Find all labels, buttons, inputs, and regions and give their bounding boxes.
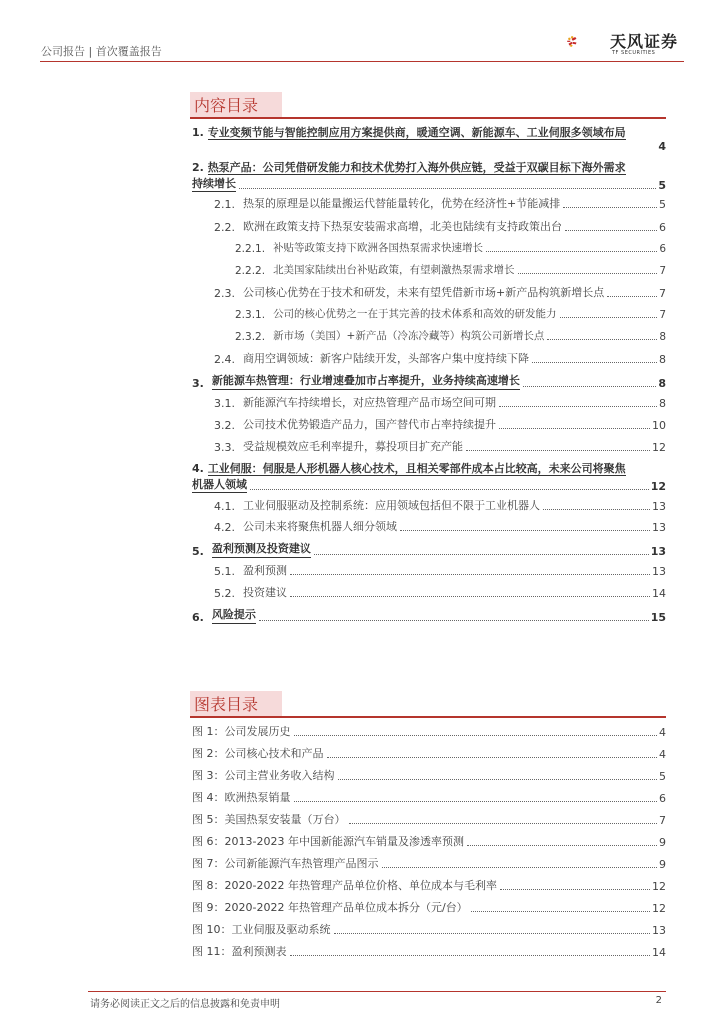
toc-entry-2-3-1[interactable]: 2.3.1. 公司的核心优势之一在于其完善的技术体系和高效的研发能力 7 xyxy=(235,308,666,321)
header-divider xyxy=(40,61,684,62)
figure-entry-7[interactable]: 图 7：公司新能源汽车热管理产品图示 9 xyxy=(192,857,666,871)
figure-entry-1[interactable]: 图 1：公司发展历史 4 xyxy=(192,725,666,739)
toc-entry-3[interactable]: 3. 新能源车热管理：行业增速叠加市占率提升，业务持续高速增长 8 xyxy=(192,374,666,390)
figure-entry-9[interactable]: 图 9：2020-2022 年热管理产品单位成本拆分（元/台） 12 xyxy=(192,901,666,915)
figure-entry-10[interactable]: 图 10：工业伺服及驱动系统 13 xyxy=(192,923,666,937)
toc-entry-5-2[interactable]: 5.2. 投资建议 14 xyxy=(214,586,666,600)
logo-chinese-name: 天风证券 xyxy=(610,32,679,51)
figure-entry-11[interactable]: 图 11：盈利预测表 14 xyxy=(192,945,666,959)
toc-entry-2-2-1[interactable]: 2.2.1. 补贴等政策支持下欧洲各国热泵需求快速增长 6 xyxy=(235,242,666,255)
toc-entry-4-2[interactable]: 4.2. 公司未来将聚焦机器人细分领域 13 xyxy=(214,520,666,534)
toc-entry-2[interactable]: 2. 热泵产品：公司凭借研发能力和技术优势打入海外供应链，受益于双碳目标下海外需求 持续增长 5 xyxy=(192,161,666,192)
toc-title: 内容目录 xyxy=(194,96,259,115)
toc-entry-4-1[interactable]: 4.1. 工业伺服驱动及控制系统：应用领域包括但不限于工业机器人 13 xyxy=(214,499,666,513)
footer-divider xyxy=(88,991,666,992)
toc-entry-4[interactable]: 4. 工业伺服：伺服是人形机器人核心技术，且相关零部件成本占比较高，未来公司将聚焦 机器人领域 12 xyxy=(192,462,666,493)
figure-entry-3[interactable]: 图 3：公司主营业务收入结构 5 xyxy=(192,769,666,783)
toc-entry-2-2-2[interactable]: 2.2.2. 北美国家陆续出台补贴政策，有望刺激热泵需求增长 7 xyxy=(235,264,666,277)
toc-title-rule xyxy=(190,117,666,119)
toc-entry-5[interactable]: 5. 盈利预测及投资建议 13 xyxy=(192,542,666,558)
toc-entry-2-2[interactable]: 2.2. 欧洲在政策支持下热泵安装需求高增，北美也陆续有支持政策出台 6 xyxy=(214,220,666,234)
toc-entry-3-1[interactable]: 3.1. 新能源汽车持续增长，对应热管理产品市场空间可期 8 xyxy=(214,396,666,410)
toc-entry-2-4[interactable]: 2.4. 商用空调领域：新客户陆续开发，头部客户集中度持续下降 8 xyxy=(214,352,666,366)
toc-entry-2-1[interactable]: 2.1. 热泵的原理是以能量搬运代替能量转化，优势在经济性+节能减排 5 xyxy=(214,197,666,211)
toc-entry-3-3[interactable]: 3.3. 受益规模效应毛利率提升，募投项目扩充产能 12 xyxy=(214,440,666,454)
figure-entry-5[interactable]: 图 5：美国热泵安装量（万台） 7 xyxy=(192,813,666,827)
company-logo-icon xyxy=(566,22,606,60)
toc-entry-6[interactable]: 6. 风险提示 15 xyxy=(192,608,666,624)
figure-entry-8[interactable]: 图 8：2020-2022 年热管理产品单位价格、单位成本与毛利率 12 xyxy=(192,879,666,893)
toc-entry-5-1[interactable]: 5.1. 盈利预测 13 xyxy=(214,564,666,578)
figures-title-rule xyxy=(190,716,666,718)
toc-entry-3-2[interactable]: 3.2. 公司技术优势锻造产品力，国产替代市占率持续提升 10 xyxy=(214,418,666,432)
logo-english-name: TF SECURITIES xyxy=(612,50,656,56)
figures-title: 图表目录 xyxy=(194,695,259,714)
toc-entry-2-3-2[interactable]: 2.3.2. 新市场（美国）+新产品（冷冻冷藏等）构筑公司新增长点 8 xyxy=(235,330,666,343)
toc-entry-1[interactable]: 1. 专业变频节能与智能控制应用方案提供商，暖通空调、新能源车、工业伺服多领域布局 4 xyxy=(192,126,666,153)
figure-entry-2[interactable]: 图 2：公司核心技术和产品 4 xyxy=(192,747,666,761)
page-number: 2 xyxy=(655,995,662,1006)
figure-entry-4[interactable]: 图 4：欧洲热泵销量 6 xyxy=(192,791,666,805)
figure-entry-6[interactable]: 图 6：2013-2023 年中国新能源汽车销量及渗透率预测 9 xyxy=(192,835,666,849)
footer-disclaimer: 请务必阅读正文之后的信息披露和免责申明 xyxy=(90,999,280,1010)
report-type-label: 公司报告 | 首次覆盖报告 xyxy=(41,45,162,58)
toc-entry-2-3[interactable]: 2.3. 公司核心优势在于技术和研发，未来有望凭借新市场+新产品构筑新增长点 7 xyxy=(214,286,666,300)
